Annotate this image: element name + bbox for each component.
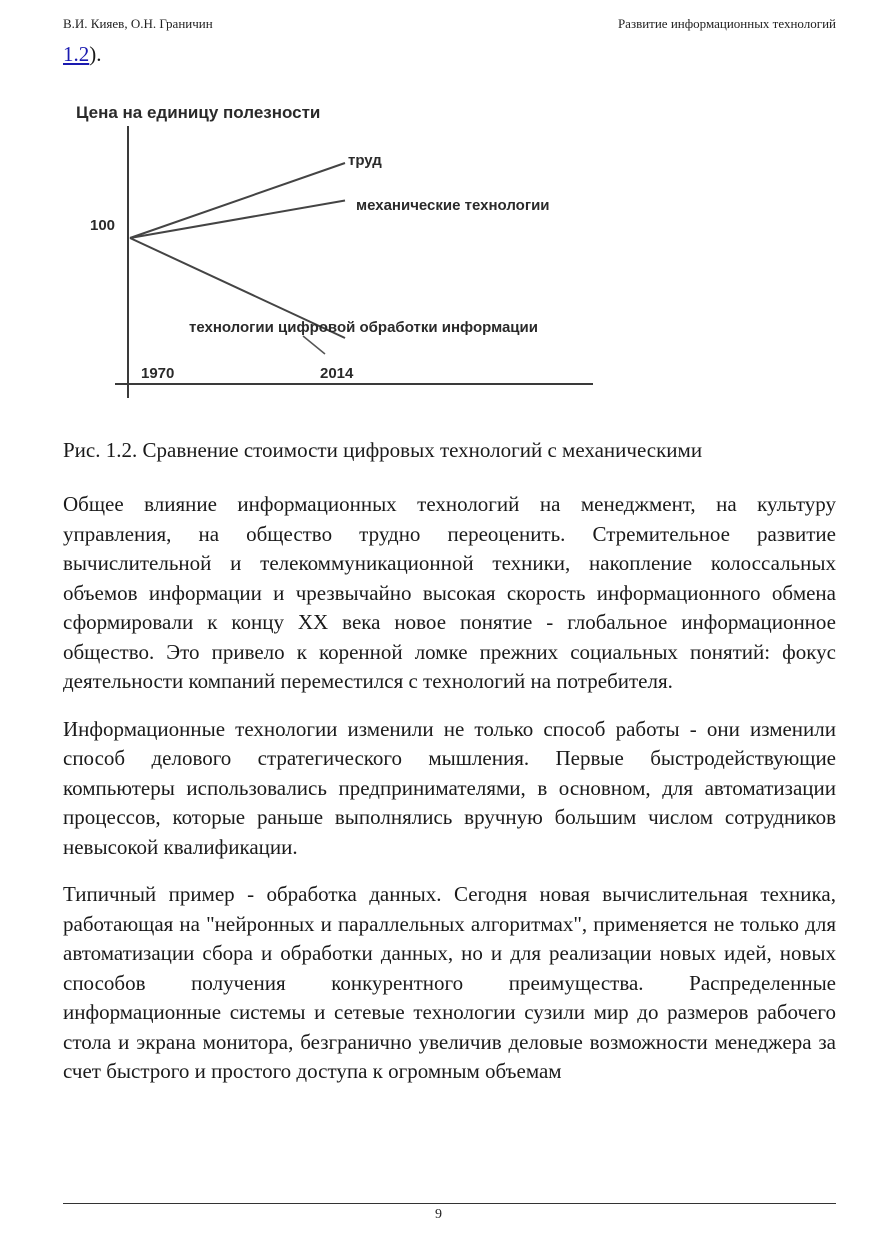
series-label-labor: труд xyxy=(348,152,382,169)
paragraph: Типичный пример - обработка данных. Сегодня новая вычислительная техника, работающая на "нейронных и параллельных алгоритмах", применяется не только для автоматизации сбора и обработки данных, но и для реализации новых идей, новых способов получения конкурентного преимущества. Распределенные информационные системы и сетевые технологии сузили мир до размеров рабочего стола и экрана монитора, безгранично увеличив деловые возможности менеджера за счет быстрого и простого доступа к огромным объемам xyxy=(63,882,836,1083)
series-line-mechanical xyxy=(130,201,345,239)
figure-reference-link[interactable]: 1.2 xyxy=(63,42,90,66)
paragraph: Общее влияние информационных технологий на менеджмент, на культуру управления, на общество трудно переоценить. Стремительное развитие вычислительной и телекоммуникационной техники, накопление колоссальных объемов информации и чрезвычайно высокая скорость информационного обмена сформировали к концу XX века новое понятие - глобальное информационное общество. Это привело к коренной ломке прежних социальных понятий: фокус деятельности компаний переместился с технологий на потребителя. xyxy=(63,492,836,693)
x-tick-label-2014: 2014 xyxy=(320,365,354,382)
figure-reference-suffix: ). xyxy=(89,42,102,66)
chart-title: Цена на единицу полезности xyxy=(76,103,321,122)
series-label-mechanical: механические технологии xyxy=(356,197,550,214)
page-number: 9 xyxy=(435,1207,442,1222)
footer-rule xyxy=(63,1203,836,1204)
figure-caption: Рис. 1.2. Сравнение стоимости цифровых технологий с механическими xyxy=(63,438,703,462)
label-leader-line xyxy=(303,336,325,354)
figure-reference-line xyxy=(63,41,102,67)
body-text xyxy=(63,490,836,1105)
y-tick-label-100: 100 xyxy=(90,217,116,234)
series-label-digital: технологии цифровой обработки информации xyxy=(189,319,538,336)
paragraph: Информационные технологии изменили не только способ работы - они изменили способ делового стратегического мышления. Первые быстродействующие компьютеры использовались предпринимателями, в основном, для автоматизации процессов, которые раньше выполнялись вручную большим числом сотрудников невысокой квалификации. xyxy=(63,716,836,859)
series-lines xyxy=(130,163,345,338)
chart-svg xyxy=(63,86,623,416)
series-line-labor xyxy=(130,163,345,238)
figure-chart xyxy=(63,86,623,416)
page-header xyxy=(63,16,836,36)
header-book-title: Развитие информационных технологий xyxy=(617,16,836,31)
header-authors: В.И. Кияев, О.Н. Граничин xyxy=(63,16,213,31)
x-tick-label-1970: 1970 xyxy=(141,365,175,382)
